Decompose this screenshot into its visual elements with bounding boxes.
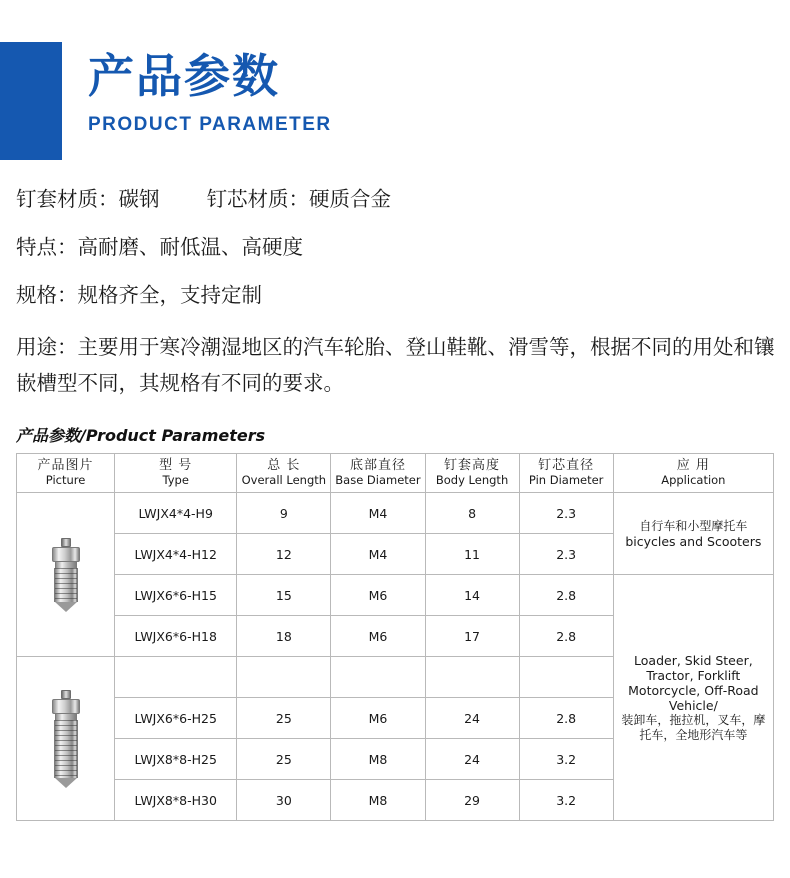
sleeve-material-text: 钉套材质：碳钢 bbox=[16, 187, 160, 211]
column-header-body-length-cn: 钉套高度 bbox=[444, 458, 501, 473]
cell-body-length: 24 bbox=[425, 698, 519, 739]
screw-image-small bbox=[17, 493, 114, 656]
cell-body-length: 11 bbox=[425, 534, 519, 575]
application-text-cn: 自行车和小型摩托车 bbox=[639, 518, 748, 533]
cell-overall-length: 12 bbox=[237, 534, 331, 575]
column-header-picture-en: Picture bbox=[45, 473, 86, 487]
screw-body-part bbox=[54, 568, 78, 602]
cell-application-bicycles bbox=[613, 493, 773, 575]
header-text-block bbox=[88, 48, 332, 136]
column-header-body-length-en: Body Length bbox=[435, 473, 509, 487]
application-text-cn: 装卸车，拖拉机，叉车，摩托车，全地形汽车等 bbox=[621, 712, 766, 742]
cell-overall-length: 30 bbox=[237, 780, 331, 821]
cell-type: LWJX4*4-H12 bbox=[115, 534, 237, 575]
header-accent-bar bbox=[0, 42, 62, 160]
cell-pin-diameter: 2.3 bbox=[519, 534, 613, 575]
cell-type: LWJX8*8-H30 bbox=[115, 780, 237, 821]
screw-image-large bbox=[17, 657, 114, 820]
cell-body-length: 17 bbox=[425, 616, 519, 657]
product-image-cell-large bbox=[17, 657, 115, 821]
cell-overall-length bbox=[237, 657, 331, 698]
cell-base-diameter: M4 bbox=[331, 534, 425, 575]
column-header-type bbox=[115, 454, 237, 493]
table-row bbox=[17, 493, 774, 534]
cell-pin-diameter bbox=[519, 657, 613, 698]
cell-base-diameter: M8 bbox=[331, 780, 425, 821]
cell-pin-diameter: 2.8 bbox=[519, 575, 613, 616]
column-header-overall-length-en: Overall Length bbox=[241, 473, 327, 487]
cell-pin-diameter: 2.8 bbox=[519, 616, 613, 657]
cell-base-diameter: M6 bbox=[331, 698, 425, 739]
cell-overall-length: 25 bbox=[237, 739, 331, 780]
cell-application-loader bbox=[613, 575, 773, 821]
spec-materials-line bbox=[16, 185, 776, 213]
application-text-en: bicycles and Scooters bbox=[625, 533, 762, 549]
spec-features-line: 特点：高耐磨、耐低温、高硬度 bbox=[16, 235, 303, 259]
column-header-overall-length bbox=[237, 454, 331, 493]
column-header-base-diameter-cn: 底部直径 bbox=[349, 458, 406, 473]
cell-type: LWJX4*4-H9 bbox=[115, 493, 237, 534]
cell-overall-length: 15 bbox=[237, 575, 331, 616]
column-header-application-en: Application bbox=[661, 473, 726, 487]
column-header-application bbox=[613, 454, 773, 493]
screw-pin-part bbox=[61, 690, 71, 699]
screw-body-part bbox=[54, 720, 78, 778]
cell-type: LWJX6*6-H15 bbox=[115, 575, 237, 616]
cell-body-length: 29 bbox=[425, 780, 519, 821]
product-image-cell-small bbox=[17, 493, 115, 657]
product-parameters-table bbox=[16, 453, 774, 821]
specifications-block bbox=[16, 185, 776, 401]
screw-pin-part bbox=[61, 538, 71, 547]
cell-body-length: 14 bbox=[425, 575, 519, 616]
table-header-row bbox=[17, 454, 774, 493]
cell-body-length: 24 bbox=[425, 739, 519, 780]
table-row bbox=[17, 575, 774, 616]
cell-pin-diameter: 3.2 bbox=[519, 780, 613, 821]
page-title-en: PRODUCT PARAMETER bbox=[88, 114, 332, 135]
screw-head-part bbox=[52, 699, 80, 714]
column-header-pin-diameter-en: Pin Diameter bbox=[528, 473, 604, 487]
cell-type bbox=[115, 657, 237, 698]
column-header-pin-diameter-cn: 钉芯直径 bbox=[538, 458, 595, 473]
cell-base-diameter: M8 bbox=[331, 739, 425, 780]
column-header-overall-length-cn: 总 长 bbox=[267, 458, 301, 473]
cell-type: LWJX6*6-H18 bbox=[115, 616, 237, 657]
screw-tip-part bbox=[55, 778, 77, 788]
column-header-picture bbox=[17, 454, 115, 493]
screw-tip-part bbox=[55, 602, 77, 612]
parameters-table-title: 产品参数/Product Parameters bbox=[16, 426, 266, 445]
cell-base-diameter: M6 bbox=[331, 575, 425, 616]
core-material-text: 钉芯材质：硬质合金 bbox=[206, 187, 392, 211]
cell-base-diameter: M4 bbox=[331, 493, 425, 534]
screw-head-part bbox=[52, 547, 80, 562]
cell-type: LWJX8*8-H25 bbox=[115, 739, 237, 780]
cell-base-diameter: M6 bbox=[331, 616, 425, 657]
page-header bbox=[0, 0, 790, 185]
screw-icon bbox=[51, 538, 81, 612]
spec-usage-paragraph: 用途：主要用于寒冷潮湿地区的汽车轮胎、登山鞋靴、滑雪等，根据不同的用处和镶嵌槽型不同，其规格有不同的要求。 bbox=[16, 335, 775, 395]
column-header-type-en: Type bbox=[162, 473, 189, 487]
cell-pin-diameter: 2.8 bbox=[519, 698, 613, 739]
cell-type: LWJX6*6-H25 bbox=[115, 698, 237, 739]
column-header-body-length bbox=[425, 454, 519, 493]
cell-base-diameter bbox=[331, 657, 425, 698]
cell-pin-diameter: 3.2 bbox=[519, 739, 613, 780]
cell-body-length: 8 bbox=[425, 493, 519, 534]
column-header-pin-diameter bbox=[519, 454, 613, 493]
application-text-en: Loader, Skid Steer, Tractor, Forklift Motorcycle, Off-Road Vehicle/ bbox=[628, 652, 759, 713]
cell-overall-length: 25 bbox=[237, 698, 331, 739]
spec-range-line: 规格：规格齐全，支持定制 bbox=[16, 283, 262, 307]
cell-overall-length: 18 bbox=[237, 616, 331, 657]
page-title-cn: 产品参数 bbox=[88, 49, 280, 103]
cell-overall-length: 9 bbox=[237, 493, 331, 534]
column-header-base-diameter-en: Base Diameter bbox=[335, 473, 421, 487]
column-header-type-cn: 型 号 bbox=[159, 458, 193, 473]
cell-pin-diameter: 2.3 bbox=[519, 493, 613, 534]
column-header-application-cn: 应 用 bbox=[676, 458, 710, 473]
screw-icon bbox=[51, 690, 81, 788]
column-header-base-diameter bbox=[331, 454, 425, 493]
cell-body-length bbox=[425, 657, 519, 698]
column-header-picture-cn: 产品图片 bbox=[37, 458, 94, 473]
